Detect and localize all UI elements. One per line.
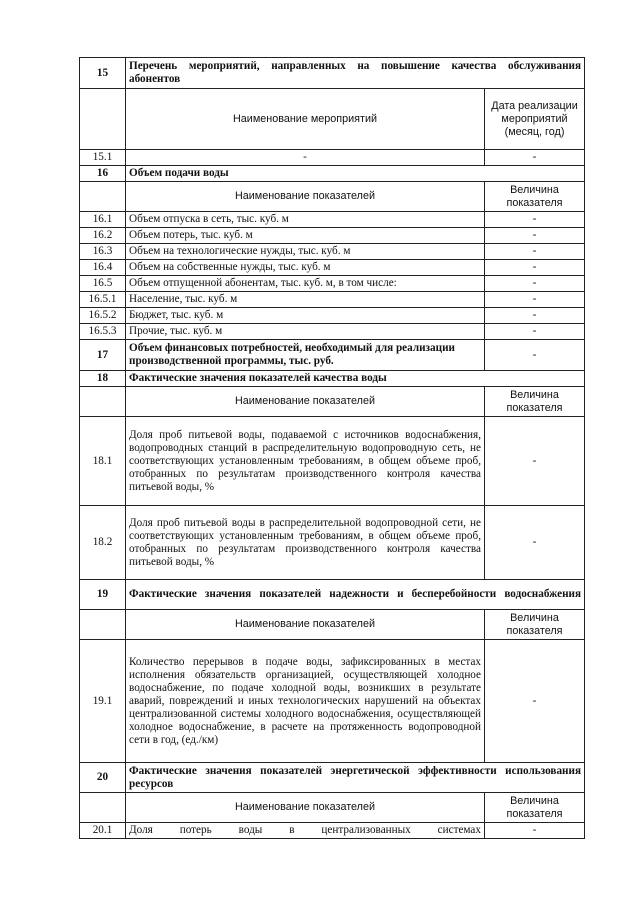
row-value: - — [485, 150, 585, 166]
empty-cell — [80, 610, 126, 640]
section-row — [80, 58, 585, 89]
section-title: Фактические значения показателей качества воды — [126, 371, 585, 387]
column-header-value: Величина показателя — [485, 610, 585, 640]
row-number: 16.5.3 — [80, 324, 126, 340]
row-name: Доля потерь воды в централизованных системах — [126, 823, 485, 839]
section-title: Фактические значения показателей энергетической эффективности использования ресурсов — [126, 763, 585, 793]
header-row — [80, 387, 585, 417]
empty-cell — [80, 387, 126, 417]
row-number: 16.5 — [80, 276, 126, 292]
column-header-value: Величина показателя — [485, 387, 585, 417]
row-name: Объем на технологические нужды, тыс. куб. м — [126, 244, 485, 260]
section-title: Перечень мероприятий, направленных на повышение качества обслуживания абонентов — [126, 58, 585, 89]
header-row — [80, 793, 585, 823]
section-number: 20 — [80, 763, 126, 793]
row-value: - — [485, 276, 585, 292]
section-row — [80, 763, 585, 793]
row-name: Доля проб питьевой воды, подаваемой с источников водоснабжения, водопроводных станций в распределительную водопроводную сеть, не соответствующих установленным требованиям, в общем объеме проб, отобранных по результатам производственного контроля качества питьевой воды, % — [126, 417, 485, 506]
section-row — [80, 371, 585, 387]
row-number: 18.1 — [80, 417, 126, 506]
table-row — [80, 324, 585, 340]
table-row — [80, 276, 585, 292]
column-header-name: Наименование показателей — [126, 610, 485, 640]
section-value: - — [485, 340, 585, 371]
row-value: - — [485, 308, 585, 324]
row-name: - — [126, 150, 485, 166]
table-row — [80, 150, 585, 166]
table-row — [80, 292, 585, 308]
column-header-name: Наименование показателей — [126, 387, 485, 417]
column-header-value: Величина показателя — [485, 182, 585, 212]
row-value: - — [485, 292, 585, 308]
row-name: Объем отпуска в сеть, тыс. куб. м — [126, 212, 485, 228]
section-title: Объем финансовых потребностей, необходимый для реализации производственной программы, тыс. руб. — [126, 340, 485, 371]
row-number: 16.5.1 — [80, 292, 126, 308]
section-row — [80, 580, 585, 610]
row-value: - — [485, 324, 585, 340]
row-number: 16.4 — [80, 260, 126, 276]
row-name: Прочие, тыс. куб. м — [126, 324, 485, 340]
table-row — [80, 417, 585, 506]
row-value: - — [485, 417, 585, 506]
empty-cell — [80, 89, 126, 150]
column-header-value: Величина показателя — [485, 793, 585, 823]
row-number: 15.1 — [80, 150, 126, 166]
table-row — [80, 308, 585, 324]
table-row — [80, 228, 585, 244]
row-name: Бюджет, тыс. куб. м — [126, 308, 485, 324]
table-row — [80, 640, 585, 763]
row-number: 16.3 — [80, 244, 126, 260]
row-value: - — [485, 640, 585, 763]
row-name: Количество перерывов в подаче воды, зафиксированных в местах исполнения обязательств организацией, осуществляющей холодное водоснабжение, по подаче холодной воды, возникших в результате аварий, повреждений и иных технологических нарушений на объектах централизованной системы холодного водоснабжения, осуществляющей холодное водоснабжение, в расчете на протяженность водопроводной сети в год, (ед./км) — [126, 640, 485, 763]
section-number: 18 — [80, 371, 126, 387]
column-header-name: Наименование показателей — [126, 182, 485, 212]
row-name: Население, тыс. куб. м — [126, 292, 485, 308]
column-header-name: Наименование мероприятий — [126, 89, 485, 150]
row-value: - — [485, 212, 585, 228]
row-number: 16.2 — [80, 228, 126, 244]
empty-cell — [80, 793, 126, 823]
section-row — [80, 340, 585, 371]
row-name: Доля проб питьевой воды в распределительной водопроводной сети, не соответствующих установленным требованиям, в общем объеме проб, отобранных по результатам производственного контроля качества питьевой воды, % — [126, 506, 485, 580]
header-row — [80, 182, 585, 212]
row-value: - — [485, 823, 585, 839]
production-program-table — [79, 57, 585, 839]
row-value: - — [485, 244, 585, 260]
row-value: - — [485, 260, 585, 276]
row-number: 18.2 — [80, 506, 126, 580]
header-row — [80, 610, 585, 640]
column-header-value: Дата реализации мероприятий (месяц, год) — [485, 89, 585, 150]
row-name: Объем потерь, тыс. куб. м — [126, 228, 485, 244]
column-header-name: Наименование показателей — [126, 793, 485, 823]
section-row — [80, 166, 585, 182]
table-row — [80, 506, 585, 580]
section-number: 16 — [80, 166, 126, 182]
row-value: - — [485, 506, 585, 580]
row-number: 16.1 — [80, 212, 126, 228]
section-title: Фактические значения показателей надежности и бесперебойности водоснабжения — [126, 580, 585, 610]
section-number: 19 — [80, 580, 126, 610]
table-row — [80, 823, 585, 839]
table-row — [80, 244, 585, 260]
section-number: 15 — [80, 58, 126, 89]
row-name: Объем отпущенной абонентам, тыс. куб. м, в том числе: — [126, 276, 485, 292]
header-row — [80, 89, 585, 150]
table-row — [80, 212, 585, 228]
section-title: Объем подачи воды — [126, 166, 585, 182]
empty-cell — [80, 182, 126, 212]
table-row — [80, 260, 585, 276]
row-name: Объем на собственные нужды, тыс. куб. м — [126, 260, 485, 276]
row-value: - — [485, 228, 585, 244]
row-number: 19.1 — [80, 640, 126, 763]
row-number: 16.5.2 — [80, 308, 126, 324]
row-number: 20.1 — [80, 823, 126, 839]
section-number: 17 — [80, 340, 126, 371]
